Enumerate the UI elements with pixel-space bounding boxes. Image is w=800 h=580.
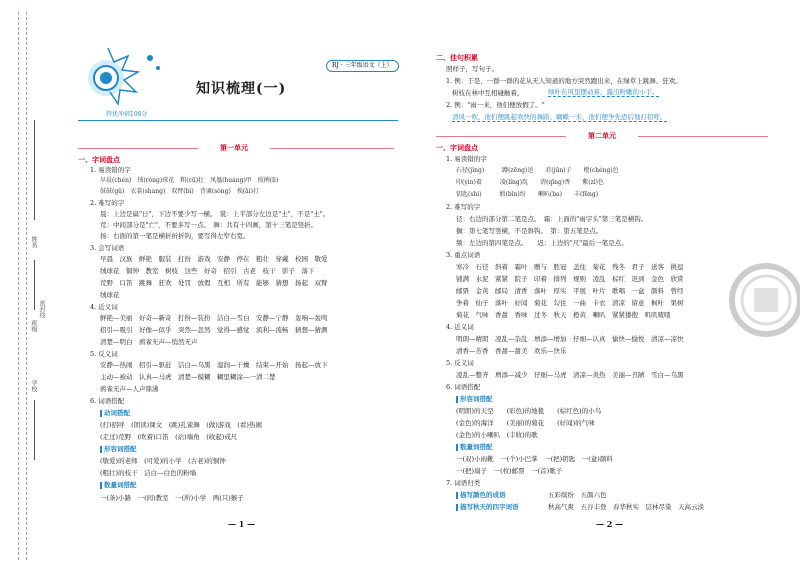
- item-heading: 2. 难写的字: [446, 203, 481, 211]
- class-line: [34, 260, 35, 310]
- sub-heading: 描写秋天的四字词语: [456, 504, 519, 511]
- word-row: 鲜艳—美丽 好奇—新奇 打扮—装扮 洁白—雪白 安静—宁静 轰响—轰鸣: [100, 314, 328, 322]
- word-row: 一(条)小路 一(间)教室 一(所)小学 两(只)猴子: [100, 494, 244, 502]
- header-rule: [78, 120, 398, 121]
- page-number: — 1 —: [228, 519, 256, 529]
- word-row: 秋高气爽 五谷丰登 春华秋实 层林尽染 天高云淡: [548, 503, 704, 511]
- sub-heading: 形容词搭配: [100, 446, 137, 453]
- pinyin-row: 钥匙(shi) 煅(bīn)纷 喇叭(ba) 丰(fēng): [456, 191, 599, 198]
- word-row: (打)招呼 (朗读)课文 (跳)孔雀舞 (做)游戏 (看)热闹: [100, 421, 262, 429]
- word-row: 清香—芳香 香甜—甜美 欢乐—快乐: [456, 347, 567, 355]
- unit-rule-right: [270, 148, 394, 149]
- word-row: 荒野 口笛 跳舞 狂欢 处罚 放假 互相 所有 能够 猜想 扬起 双臂: [100, 279, 328, 287]
- item-heading: 6. 词语搭配: [90, 397, 125, 405]
- word-row: 凌乱—整齐 增添—减少 仔细—马虎 清凉—炎热 美丽—丑陋 雪白—乌黑: [456, 371, 684, 379]
- text-row: 2. 例："雨一来，他们便放假了。": [446, 101, 545, 109]
- example-answer: 绿叶在风里摆动着，露出粉嫩的小手。: [548, 88, 659, 96]
- word-row: 主动—被动 认真—马虎 清楚—模糊 糊里糊涂—一清二楚: [100, 373, 276, 381]
- unit-rule-left: [78, 148, 198, 149]
- unit-title: 第一单元: [220, 143, 248, 152]
- word-row: 招引—吸引 好像—似乎 突然—忽然 觉得—感觉 流利—流畅 猜想—猜测: [100, 326, 328, 334]
- unit-title: 第二单元: [588, 131, 616, 140]
- word-row: (粗壮)的枝干 洁白—白色的粉墙: [100, 469, 197, 477]
- section-heading: 一、字词盘点: [436, 143, 478, 152]
- item-heading: 7. 词语归类: [446, 479, 481, 487]
- word-row: (金色)的小喇叭 (丰收)的歌: [456, 431, 538, 439]
- item-heading: 1. 易读错的字: [446, 155, 487, 163]
- item-heading: 1. 易读错的字: [90, 166, 131, 174]
- text-row: 照样子，写句子。: [446, 65, 498, 73]
- pinyin-row: 早晨(chén) 绒(róng)球花 粗(cū)壮 凤凰(huáng)甲 照例(lì): [100, 177, 279, 184]
- text-row: 径：右边的部分第二笔是点。 霜：上面的"雨字头"第三笔是横钩。: [456, 215, 648, 223]
- text-row: 树枝在林中互相碰触着，: [452, 89, 524, 97]
- word-row: 争着 仙子 落叶 好闻 菊花 勾住 一曲 卡衣 清凉 留意 枫叶 果树: [456, 299, 684, 307]
- word-row: 五彩缤纷 五颜六色: [548, 491, 607, 499]
- name-line: [34, 120, 35, 220]
- pinyin-row: 印(yìn)着 凌(líng)乱 清(qīng)香 紫(zǐ)色: [456, 179, 604, 186]
- section-heading: 二、佳句积累: [436, 53, 478, 62]
- item-heading: 5. 反义词: [446, 359, 474, 367]
- cut-line-inner: [26, 12, 27, 560]
- example-answer: 清风一吹，他们便跳起欢快的舞蹈；蝴蝶一来，他们便争先恐后地打招呼。: [452, 113, 667, 121]
- item-heading: 4. 近义词: [90, 303, 118, 311]
- text-row: 1. 例：于是，一群一群的花从无人知道的地方突然跑出来，在绿草上跳舞、狂欢。: [446, 77, 682, 85]
- sub-heading: 数量词搭配: [100, 482, 137, 489]
- word-row: (明朗)的天空 (彩色)的地毯 (棕红色)的小鸟: [456, 407, 602, 415]
- text-row: 晨：上边是扁"日"，下边不要少写一横。 裳：上半部分左边是"土"，不是"土"。: [100, 210, 330, 218]
- grade-tag: RJ · 三年级语文（上）: [326, 60, 399, 72]
- word-row: 一(把)扇子 一(枚)邮票 一(首)歌子: [456, 467, 563, 475]
- item-heading: 6. 词语搭配: [446, 383, 481, 391]
- word-row: 铺满 水泥 紧紧 院子 印着 排列 规则 凌乱 棕红 迟到 金色 欣赏: [456, 275, 684, 283]
- text-row: 频：左边的第四笔是点。 迟：上边的"尺"最后一笔是点。: [456, 239, 628, 247]
- pinyin-row: 鼓鼓(gǔ) 衣裳(shang) 双臂(bì) 背诵(sòng) 挨(āi)打: [100, 188, 259, 195]
- sub-heading: 数量词搭配: [456, 444, 493, 451]
- word-row: 早晨 汉族 鲜艳 服装 打扮 游戏 安静 停在 粗壮 穿戴 校园 敬爱: [100, 255, 328, 263]
- text-row: 荒：中间部分是"亡"，不要多写一点。 舞：共有十四画，第十三笔是竖折。: [100, 221, 318, 229]
- class-label: 班级: [30, 320, 37, 332]
- unit-rule-right: [638, 136, 768, 137]
- word-row: 菊花 气味 香甜 香味 过冬 秋天 橙黄 喇叭 紧紧搂抱 叽叽喳喳: [456, 311, 671, 319]
- word-row: (敬爱)的老师 (可爱)的小学 (古老)的铜钟: [100, 457, 226, 465]
- page-number: — 2 —: [596, 519, 624, 529]
- sub-heading: 动词搭配: [100, 410, 130, 417]
- item-heading: 4. 近义词: [446, 323, 474, 331]
- pinyin-row: 石径(jìng) 蹲(zēng)送 君(jūn)子 橙(chéng)色: [456, 167, 619, 174]
- text-row: 搁：第七笔写竖横，不是斜钩。 第：第五笔是点。: [456, 227, 603, 235]
- left-page: [74, 0, 402, 580]
- item-heading: 3. 会写词语: [90, 244, 125, 252]
- sun-logo-icon: [78, 42, 170, 108]
- word-row: (走过)荒野 (吹着)口笛 (站)墙角 (收起)戒尺: [100, 433, 238, 441]
- word-row: 安静—热闹 招引—驱赶 洁白—乌黑 湿润—干燥 结束—开始 扬起—放下: [100, 361, 328, 369]
- word-row: 绒球花: [100, 291, 120, 299]
- item-heading: 3. 重点词语: [446, 251, 481, 259]
- word-row: 绒球花 铜钟 教室 树枝 这些 好奇 招引 古老 枝干 影子 落下: [100, 267, 315, 275]
- sub-heading: 描写颜色的成语: [456, 492, 506, 499]
- word-row: 邮票 金黄 邮局 清香 落叶 厚实 平展 叶片 歌唱 一盒 颜料 曾经: [456, 287, 684, 295]
- sub-heading: 形容词搭配: [456, 396, 493, 403]
- word-row: 一(双)小雨靴 一(个)小巴掌 一(把)钥匙 一(盒)颜料: [456, 455, 613, 463]
- unit-rule-left: [436, 136, 566, 137]
- section-heading: 一、字词盘点: [78, 155, 120, 164]
- item-heading: 2. 难写的字: [90, 199, 125, 207]
- word-row: 清楚—明白 鸦雀无声—悄然无声: [100, 338, 198, 346]
- word-row: 明朗—晴朗 凌乱—杂乱 增添—增加 仔细—认真 愉快—愉悦 清凉—凉快: [456, 335, 684, 343]
- page-header: [78, 42, 406, 122]
- page-title: 知识梳理(一): [196, 81, 287, 97]
- item-heading: 5. 反义词: [90, 350, 118, 358]
- word-row: 鸦雀无声—人声鼎沸: [100, 385, 159, 393]
- slogan: 特优冲刺100分: [106, 111, 148, 118]
- school-line: [34, 400, 35, 460]
- word-row: (金色)的海洋 (美丽)的菊花 (好闻)的气味: [456, 419, 595, 427]
- school-label: 学校: [30, 380, 37, 392]
- binding-margin: [0, 0, 62, 580]
- seal-stamp-icon: [726, 260, 800, 340]
- cut-label: 密封线: [38, 300, 45, 318]
- name-label: 姓名: [30, 236, 37, 248]
- cut-line: [18, 12, 19, 560]
- word-row: 寒冷 石径 斜着 霜叶 赠与 胜冠 盖住 菊花 残冬 君子 送客 挑逗: [456, 263, 684, 271]
- text-row: 扬：右面的第一笔是横折折折钩，要写得左窄右宽。: [100, 232, 250, 240]
